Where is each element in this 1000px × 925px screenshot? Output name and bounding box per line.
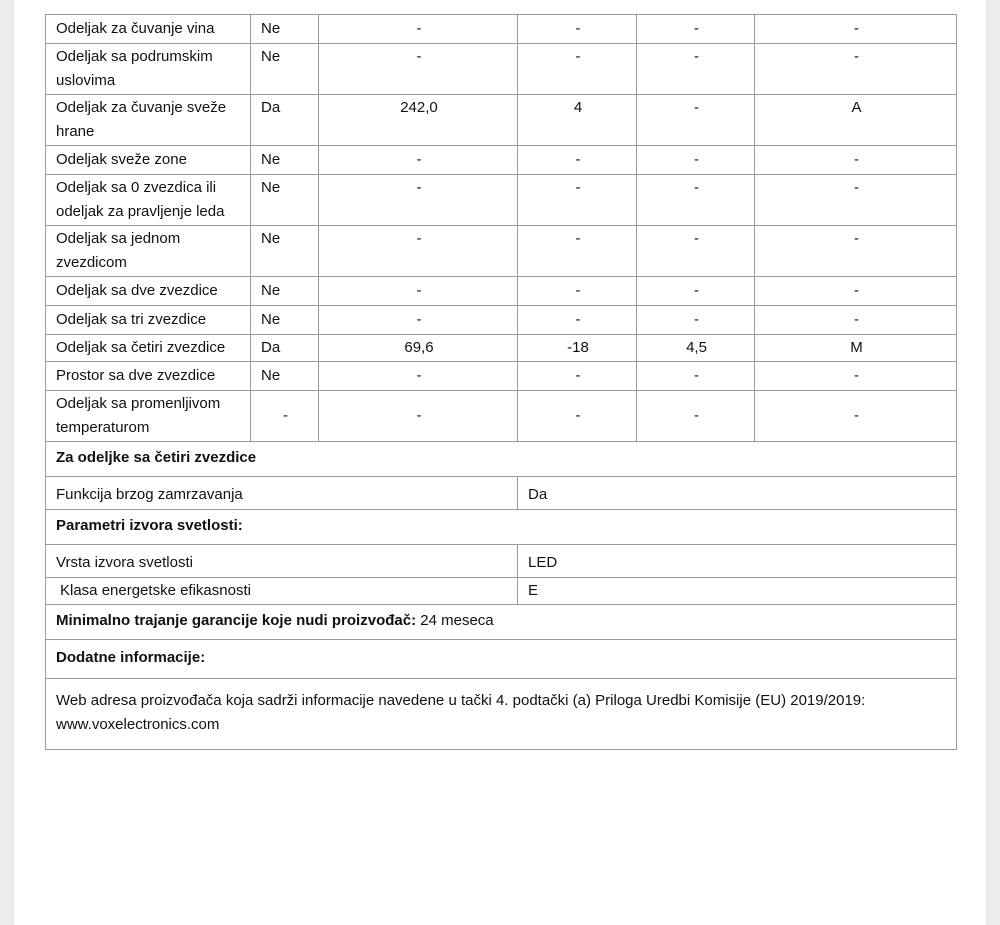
- table-row: [46, 391, 957, 442]
- warranty-value: 24 meseca: [420, 612, 494, 629]
- compartment-temperature: -: [518, 175, 637, 226]
- compartment-volume: -: [319, 15, 518, 44]
- compartment-freezing-capacity: -: [637, 146, 755, 175]
- compartment-volume: 242,0: [319, 95, 518, 146]
- compartment-present: Ne: [251, 146, 319, 175]
- compartment-name: Odeljak za čuvanje vina: [46, 15, 251, 44]
- compartment-name: Odeljak sa promenljivom temperaturom: [46, 391, 251, 442]
- compartment-climate-class: A: [755, 95, 957, 146]
- fast-freeze-row: [46, 477, 957, 510]
- compartment-name: Odeljak sa jednom zvezdicom: [46, 226, 251, 277]
- compartment-present: -: [251, 391, 319, 442]
- compartment-volume: -: [319, 277, 518, 306]
- four-star-section-title: Za odeljke sa četiri zvezdice: [46, 442, 957, 477]
- compartment-climate-class: -: [755, 146, 957, 175]
- table-row: [46, 44, 957, 95]
- compartment-present: Ne: [251, 175, 319, 226]
- compartment-climate-class: -: [755, 44, 957, 95]
- compartment-volume: -: [319, 391, 518, 442]
- compartment-present: Ne: [251, 44, 319, 95]
- compartment-present: Ne: [251, 277, 319, 306]
- energy-class-label: Klasa energetske efikasnosti: [46, 578, 518, 605]
- compartment-freezing-capacity: -: [637, 362, 755, 391]
- compartment-climate-class: -: [755, 277, 957, 306]
- compartment-rows: [46, 15, 957, 442]
- compartment-climate-class: M: [755, 335, 957, 362]
- compartment-freezing-capacity: -: [637, 44, 755, 95]
- four-star-header-row: [46, 442, 957, 477]
- compartment-climate-class: -: [755, 175, 957, 226]
- compartment-freezing-capacity: 4,5: [637, 335, 755, 362]
- compartment-freezing-capacity: -: [637, 391, 755, 442]
- compartment-climate-class: -: [755, 362, 957, 391]
- table-row: [46, 362, 957, 391]
- table-row: [46, 335, 957, 362]
- warranty-label: Minimalno trajanje garancije koje nudi proizvođač:: [56, 612, 417, 629]
- compartment-temperature: -: [518, 146, 637, 175]
- warranty-row: [46, 605, 957, 640]
- compartment-temperature: -: [518, 362, 637, 391]
- compartment-temperature: 4: [518, 95, 637, 146]
- compartment-climate-class: -: [755, 306, 957, 335]
- summary-rows: [46, 442, 957, 750]
- product-info-table: [45, 14, 957, 750]
- compartment-name: Odeljak sa podrumskim uslovima: [46, 44, 251, 95]
- compartment-temperature: -: [518, 226, 637, 277]
- table-row: [46, 226, 957, 277]
- table-row: [46, 95, 957, 146]
- compartment-freezing-capacity: -: [637, 277, 755, 306]
- compartment-freezing-capacity: -: [637, 306, 755, 335]
- compartment-volume: 69,6: [319, 335, 518, 362]
- light-type-label: Vrsta izvora svetlosti: [46, 545, 518, 578]
- compartment-name: Odeljak sa četiri zvezdice: [46, 335, 251, 362]
- compartment-volume: -: [319, 175, 518, 226]
- compartment-present: Ne: [251, 306, 319, 335]
- compartment-present: Ne: [251, 15, 319, 44]
- compartment-temperature: -18: [518, 335, 637, 362]
- compartment-name: Odeljak sa dve zvezdice: [46, 277, 251, 306]
- fast-freeze-label: Funkcija brzog zamrzavanja: [46, 477, 518, 510]
- compartment-name: Prostor sa dve zvezdice: [46, 362, 251, 391]
- compartment-volume: -: [319, 146, 518, 175]
- compartment-freezing-capacity: -: [637, 95, 755, 146]
- web-address-text: Web adresa proizvođača koja sadrži informacije navedene u tački 4. podtački (a) Priloga Uredbi Komisije (EU) 2019/2019: www.voxelectronics.com: [46, 679, 957, 750]
- compartment-present: Ne: [251, 362, 319, 391]
- compartment-volume: -: [319, 44, 518, 95]
- compartment-volume: -: [319, 306, 518, 335]
- table-row: [46, 15, 957, 44]
- table-row: [46, 306, 957, 335]
- compartment-temperature: -: [518, 391, 637, 442]
- light-section-title: Parametri izvora svetlosti:: [46, 510, 957, 545]
- web-address-row: [46, 679, 957, 750]
- compartment-climate-class: -: [755, 391, 957, 442]
- additional-header-row: [46, 640, 957, 679]
- compartment-freezing-capacity: -: [637, 175, 755, 226]
- compartment-temperature: -: [518, 306, 637, 335]
- fast-freeze-value: Da: [518, 477, 957, 510]
- compartment-temperature: -: [518, 15, 637, 44]
- compartment-temperature: -: [518, 44, 637, 95]
- table-row: [46, 146, 957, 175]
- compartment-present: Da: [251, 335, 319, 362]
- compartment-volume: -: [319, 362, 518, 391]
- compartment-name: Odeljak za čuvanje sveže hrane: [46, 95, 251, 146]
- compartment-present: Ne: [251, 226, 319, 277]
- energy-class-row: [46, 578, 957, 605]
- energy-class-value: E: [518, 578, 957, 605]
- table-row: [46, 277, 957, 306]
- compartment-freezing-capacity: -: [637, 226, 755, 277]
- compartment-name: Odeljak sa 0 zvezdica ili odeljak za pravljenje leda: [46, 175, 251, 226]
- compartment-climate-class: -: [755, 226, 957, 277]
- light-header-row: [46, 510, 957, 545]
- light-type-value: LED: [518, 545, 957, 578]
- light-type-row: [46, 545, 957, 578]
- compartment-climate-class: -: [755, 15, 957, 44]
- compartment-freezing-capacity: -: [637, 15, 755, 44]
- compartment-name: Odeljak sveže zone: [46, 146, 251, 175]
- compartment-temperature: -: [518, 277, 637, 306]
- compartment-present: Da: [251, 95, 319, 146]
- compartment-name: Odeljak sa tri zvezdice: [46, 306, 251, 335]
- table-row: [46, 175, 957, 226]
- warranty-cell: [46, 605, 957, 640]
- additional-info-title: Dodatne informacije:: [46, 640, 957, 679]
- compartment-volume: -: [319, 226, 518, 277]
- document-page: [14, 0, 986, 925]
